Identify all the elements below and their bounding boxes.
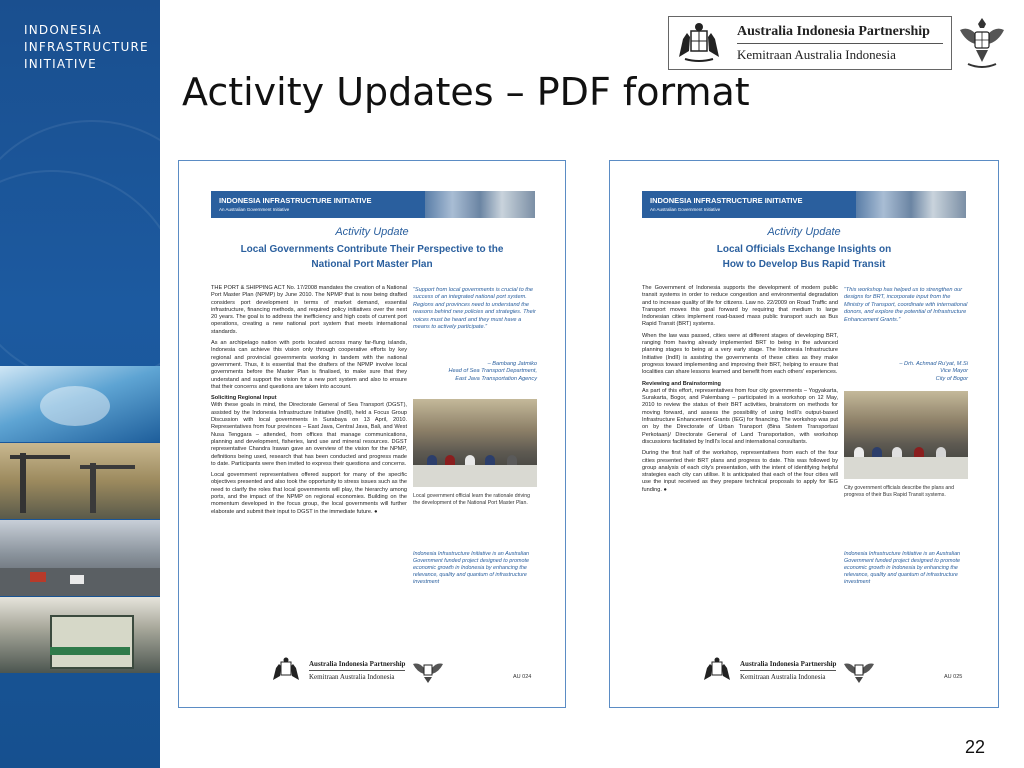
doc-paragraph: During the first half of the workshop, representatives from each of the four cities presented their BRT plans and progress to date. This was followed by group analysis of each city's presentation, with the intent of identifying helpful strategies each city can utilise. It is anticipated that each of the four cities will use the input received as they prepare technical proposals to apply for IEG funding. ● <box>642 450 838 493</box>
banner-image <box>856 191 966 218</box>
doc-photo-caption: Local government official learn the rationale driving the development of the National Port Master Plan. <box>413 493 530 506</box>
doc-quote: “This workshop has helped us to strengthen our designs for BRT, incorporate input from the Ministry of Transport, coordinate with international donors, and explore the potential of Infrastructure Enhancement Grants.” <box>844 287 968 323</box>
doc-headline <box>610 242 998 272</box>
doc-footer-line-1: Australia Indonesia Partnership <box>740 660 836 671</box>
doc-quote-attribution: – Bambang Jatmiko Head of Sea Transport Department, East Java Transportation Agency <box>448 361 537 382</box>
doc-funding-note: Indonesia Infrastructure Initiative is an Australian Government funded project designed to promote economic growth in Indonesia by enhancing the relevance, quality and quantum of infrastructure investment <box>844 551 961 585</box>
doc-paragraph: THE PORT & SHIPPING ACT No. 17/2008 mandates the creation of a National Port Master Plan (NPMP) by June 2010. The NPMP that is now being drafted considers port development in terms of market demand, essential infrastructure, financing methods, and required policy initiatives over the next 20 years. The goal is to address the inefficiency and high costs of current port operations, creating a new national port system that meets international standards. <box>211 285 407 335</box>
doc-subheading: Soliciting Regional Input <box>211 395 277 402</box>
garuda-pancasila-icon <box>842 656 876 684</box>
sidebar <box>0 0 160 768</box>
meeting-photo <box>844 391 968 479</box>
doc-quote-attribution: – Drh. Achmad Ru'yat, M.Si Vice Mayor City of Bogor <box>899 361 968 382</box>
australian-coat-of-arms-icon <box>669 18 729 68</box>
activity-update-pdf-au024[interactable] <box>178 160 566 708</box>
sidebar-brand-line: INFRASTRUCTURE <box>24 40 149 54</box>
page-number: 22 <box>965 737 986 757</box>
doc-label: Activity Update <box>767 226 841 238</box>
doc-headline <box>179 242 565 272</box>
logo-line-1: Australia Indonesia Partnership <box>737 24 943 44</box>
doc-photo-caption: City government officials describe the plans and progress of their Bus Rapid Transit systems. <box>844 485 955 498</box>
doc-banner-title: INDONESIA INFRASTRUCTURE INITIATIVE <box>219 195 372 205</box>
doc-banner <box>642 191 966 218</box>
doc-footer-line-1: Australia Indonesia Partnership <box>309 660 405 671</box>
doc-paragraph: The Government of Indonesia supports the development of modern public transit systems in order to reduce congestion and environmental degradation and to increase quality of life for citizens. Law no. 22/2009 on Road Traffic and Transport moves this goal forward by requiring that medium to large Indonesian cities implement road-based mass public transport such as Bus Rapid Transit (BRT) systems. <box>642 285 838 328</box>
logo-line-2: Kemitraan Australia Indonesia <box>737 46 896 62</box>
train-photo <box>0 597 160 673</box>
doc-body <box>642 285 838 498</box>
garuda-pancasila-icon <box>956 14 1008 72</box>
sidebar-brand-line: INDONESIA <box>24 23 102 37</box>
doc-banner-subtitle: An Australian Government Initiative <box>219 206 290 212</box>
doc-footer-line-2: Kemitraan Australia Indonesia <box>740 672 826 681</box>
road-photo <box>0 520 160 596</box>
banner-image <box>425 191 535 218</box>
water-photo <box>0 366 160 442</box>
doc-funding-note: Indonesia Infrastructure Initiative is an Australian Government funded project designed to promote economic growth in Indonesia by enhancing the relevance, quality and quantum of infrastructure investment <box>413 551 530 585</box>
doc-label: Activity Update <box>335 226 409 238</box>
doc-paragraph: When the law was passed, cities were at different stages of developing BRT, ranging from having already implemented BRT to being in the advanced planning stages to being at a very early stage. The Indonesia Infrastructure Initiative (IndII) is assisting the governments of these cities as they make progress toward implementing and improving their BRT, helping to ensure that localities can share lessons learned and benefit from each others' experiences. <box>642 332 838 376</box>
doc-footer-logo <box>269 656 445 684</box>
doc-footer-line-2: Kemitraan Australia Indonesia <box>309 672 395 681</box>
doc-body <box>211 285 407 520</box>
garuda-pancasila-icon <box>411 656 445 684</box>
australian-coat-of-arms-icon <box>269 656 303 684</box>
doc-paragraph: As an archipelago nation with ports located across many far-flung islands, Indonesia can achieve this vision only through cooperative efforts by key regional and provincial governments working in tandem with the national government. Thus, it is essential that the drafters of the NPMP involve local governments before the Master Plan is finalised, to make sure that they understand and support the vision for a new port system and also to ensure that their concerns and questions are taken into account. <box>211 340 407 390</box>
australia-indonesia-partnership-logo <box>668 16 952 70</box>
doc-code: AU 024 <box>513 674 532 680</box>
doc-banner-title: INDONESIA INFRASTRUCTURE INITIATIVE <box>650 195 803 205</box>
sidebar-brand-line: INITIATIVE <box>24 57 97 71</box>
doc-code: AU 025 <box>944 674 963 680</box>
activity-update-pdf-au025[interactable] <box>609 160 999 708</box>
meeting-photo <box>413 399 537 487</box>
doc-banner <box>211 191 535 218</box>
doc-headline-line: Local Officials Exchange Insights on <box>716 244 892 255</box>
doc-headline-line: How to Develop Bus Rapid Transit <box>722 259 886 270</box>
doc-headline-line: National Port Master Plan <box>311 259 433 270</box>
doc-quote: “Support from local governments is crucial to the success of an integrated national port system. Regions and provinces need to understand the reasons behind new policies and strategies. Their voices must be heard and they must have a means to actively participate.” <box>413 287 536 331</box>
port-photo <box>0 443 160 519</box>
doc-headline-line: Local Governments Contribute Their Perspective to the <box>240 244 504 255</box>
slide-title: Activity Updates – PDF format <box>182 70 750 114</box>
doc-banner-subtitle: An Australian Government Initiative <box>650 206 721 212</box>
doc-paragraph: With these goals in mind, the Directorate General of Sea Transport (DGST), assisted by the Indonesia Infrastructure Initiative (IndII), held a Focus Group Discussion with local governments in Surabaya on 13 April, 2010. Representatives from four provinces – East Java, Central Java, Bali, and West Nusa Tenggara – attended, from offices that manage communications, planning and development, fisheries, land use and mineral resources. DGST representative Chandra Irawan gave an overview of the vision for the NPMP, definitions being used, research that has been conducted and progress made to date. Participants were then invited to express their questions and concerns. <box>211 402 407 467</box>
doc-paragraph: As part of this effort, representatives from four city governments – Yogyakarta, Surakarta, Bogor, and Palembang – participated in a workshop on 12 May, 2010 to review the status of their BRT activities, brainstorm on methods for moving forward, and assess the possibility of using IndII's output-based Infrastructure Enhancement Grants (IEG) for financing. The workshop was put on by the Directorate of Urban Transport (Bina Sistem Transportasi Perkotaan)/ Directorate General of Land Transportation, with workshop discussions facilitated by IndII's local and international consultants. <box>642 387 838 445</box>
sidebar-brand <box>24 22 149 73</box>
doc-subheading: Reviewing and Brainstorming <box>642 380 721 387</box>
doc-paragraph: Local government representatives offered support for many of the specific objectives presented and also took the opportunity to stress issues such as the need to clarify the roles that local governments will play, the hierarchy among ports, and the impact of the NPMP on regional economies. Building on the momentum developed in the focus group, the local governments will further elaborate and submit their input to DGST in the immediate future. ● <box>211 472 407 515</box>
doc-footer-logo <box>700 656 876 684</box>
sidebar-photo-strip <box>0 366 160 672</box>
australian-coat-of-arms-icon <box>700 656 734 684</box>
